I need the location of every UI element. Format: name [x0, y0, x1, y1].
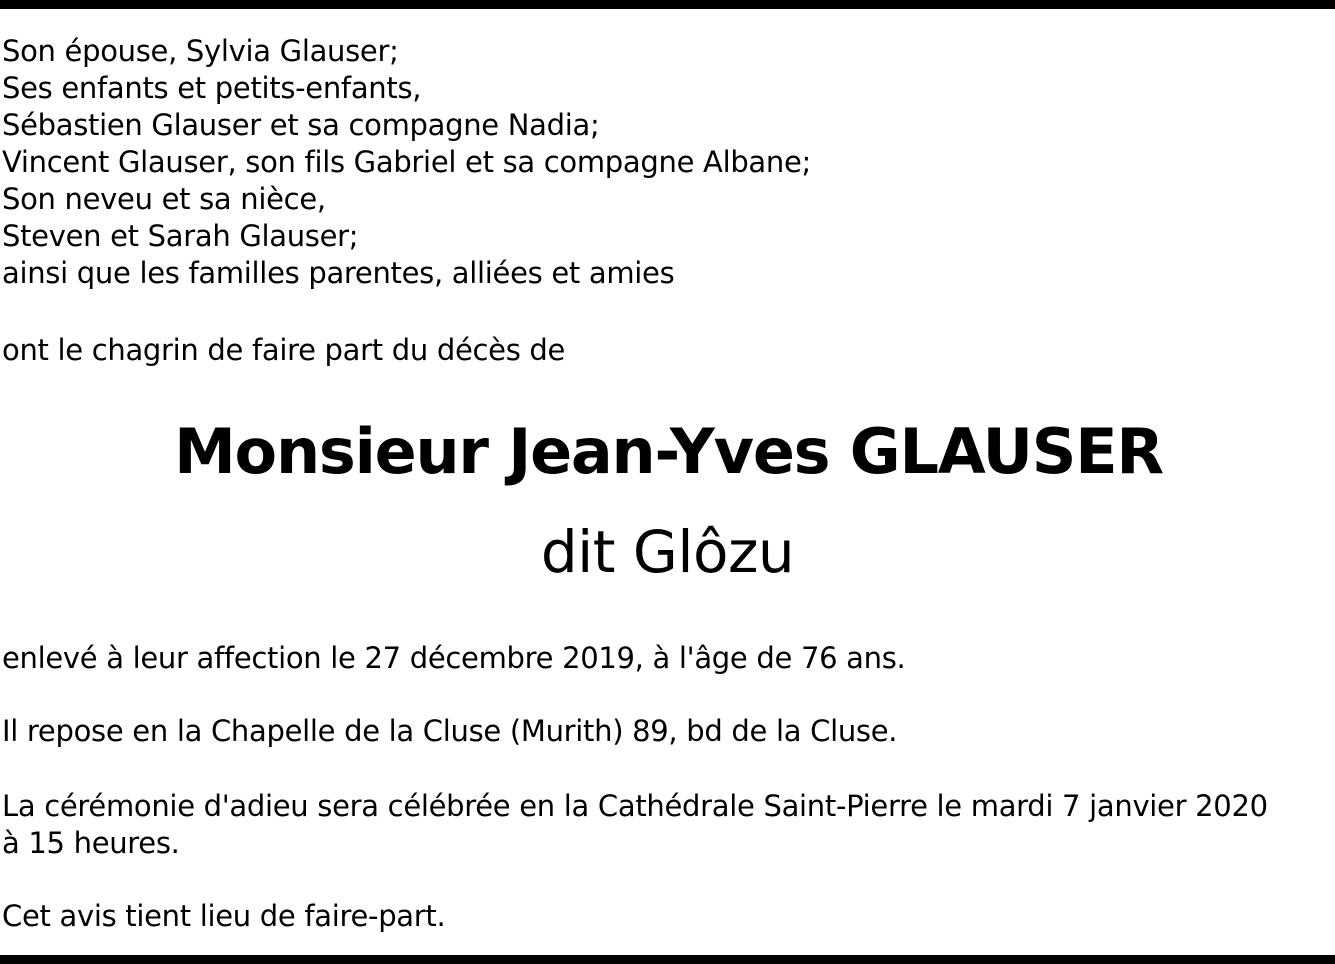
deceased-name: Monsieur Jean-Yves GLAUSER — [174, 415, 1163, 488]
announcement-line: ont le chagrin de faire part du décès de — [2, 333, 566, 367]
announcement-text — [2, 332, 565, 369]
notice-text — [2, 898, 445, 935]
mourner-line: Sébastien Glauser et sa compagne Nadia; — [2, 108, 600, 142]
mourner-line: Steven et Sarah Glauser; — [2, 219, 359, 253]
death-detail — [2, 640, 905, 677]
top-border-rule — [0, 0, 1335, 9]
mourner-line: Son neveu et sa nièce, — [2, 182, 326, 216]
death-detail-line: enlevé à leur affection le 27 décembre 2019, à l'âge de 76 ans. — [2, 641, 906, 675]
bottom-border-rule — [0, 955, 1335, 964]
notice-line: Cet avis tient lieu de faire-part. — [2, 899, 446, 933]
mourners-list — [2, 33, 811, 292]
ceremony-line: La cérémonie d'adieu sera célébrée en la Cathédrale Saint-Pierre le mardi 7 janvier 2020 — [2, 789, 1268, 823]
ceremony-detail — [2, 788, 1268, 862]
mourner-line: ainsi que les familles parentes, alliées et amies — [2, 256, 675, 290]
resting-place-detail — [2, 713, 897, 750]
resting-place-line: Il repose en la Chapelle de la Cluse (Murith) 89, bd de la Cluse. — [2, 714, 898, 748]
mourner-line: Ses enfants et petits-enfants, — [2, 71, 422, 105]
deceased-nickname: dit Glôzu — [540, 518, 795, 586]
ceremony-line: à 15 heures. — [2, 826, 180, 860]
mourner-line: Son épouse, Sylvia Glauser; — [2, 34, 399, 68]
mourner-line: Vincent Glauser, son fils Gabriel et sa compagne Albane; — [2, 145, 811, 179]
